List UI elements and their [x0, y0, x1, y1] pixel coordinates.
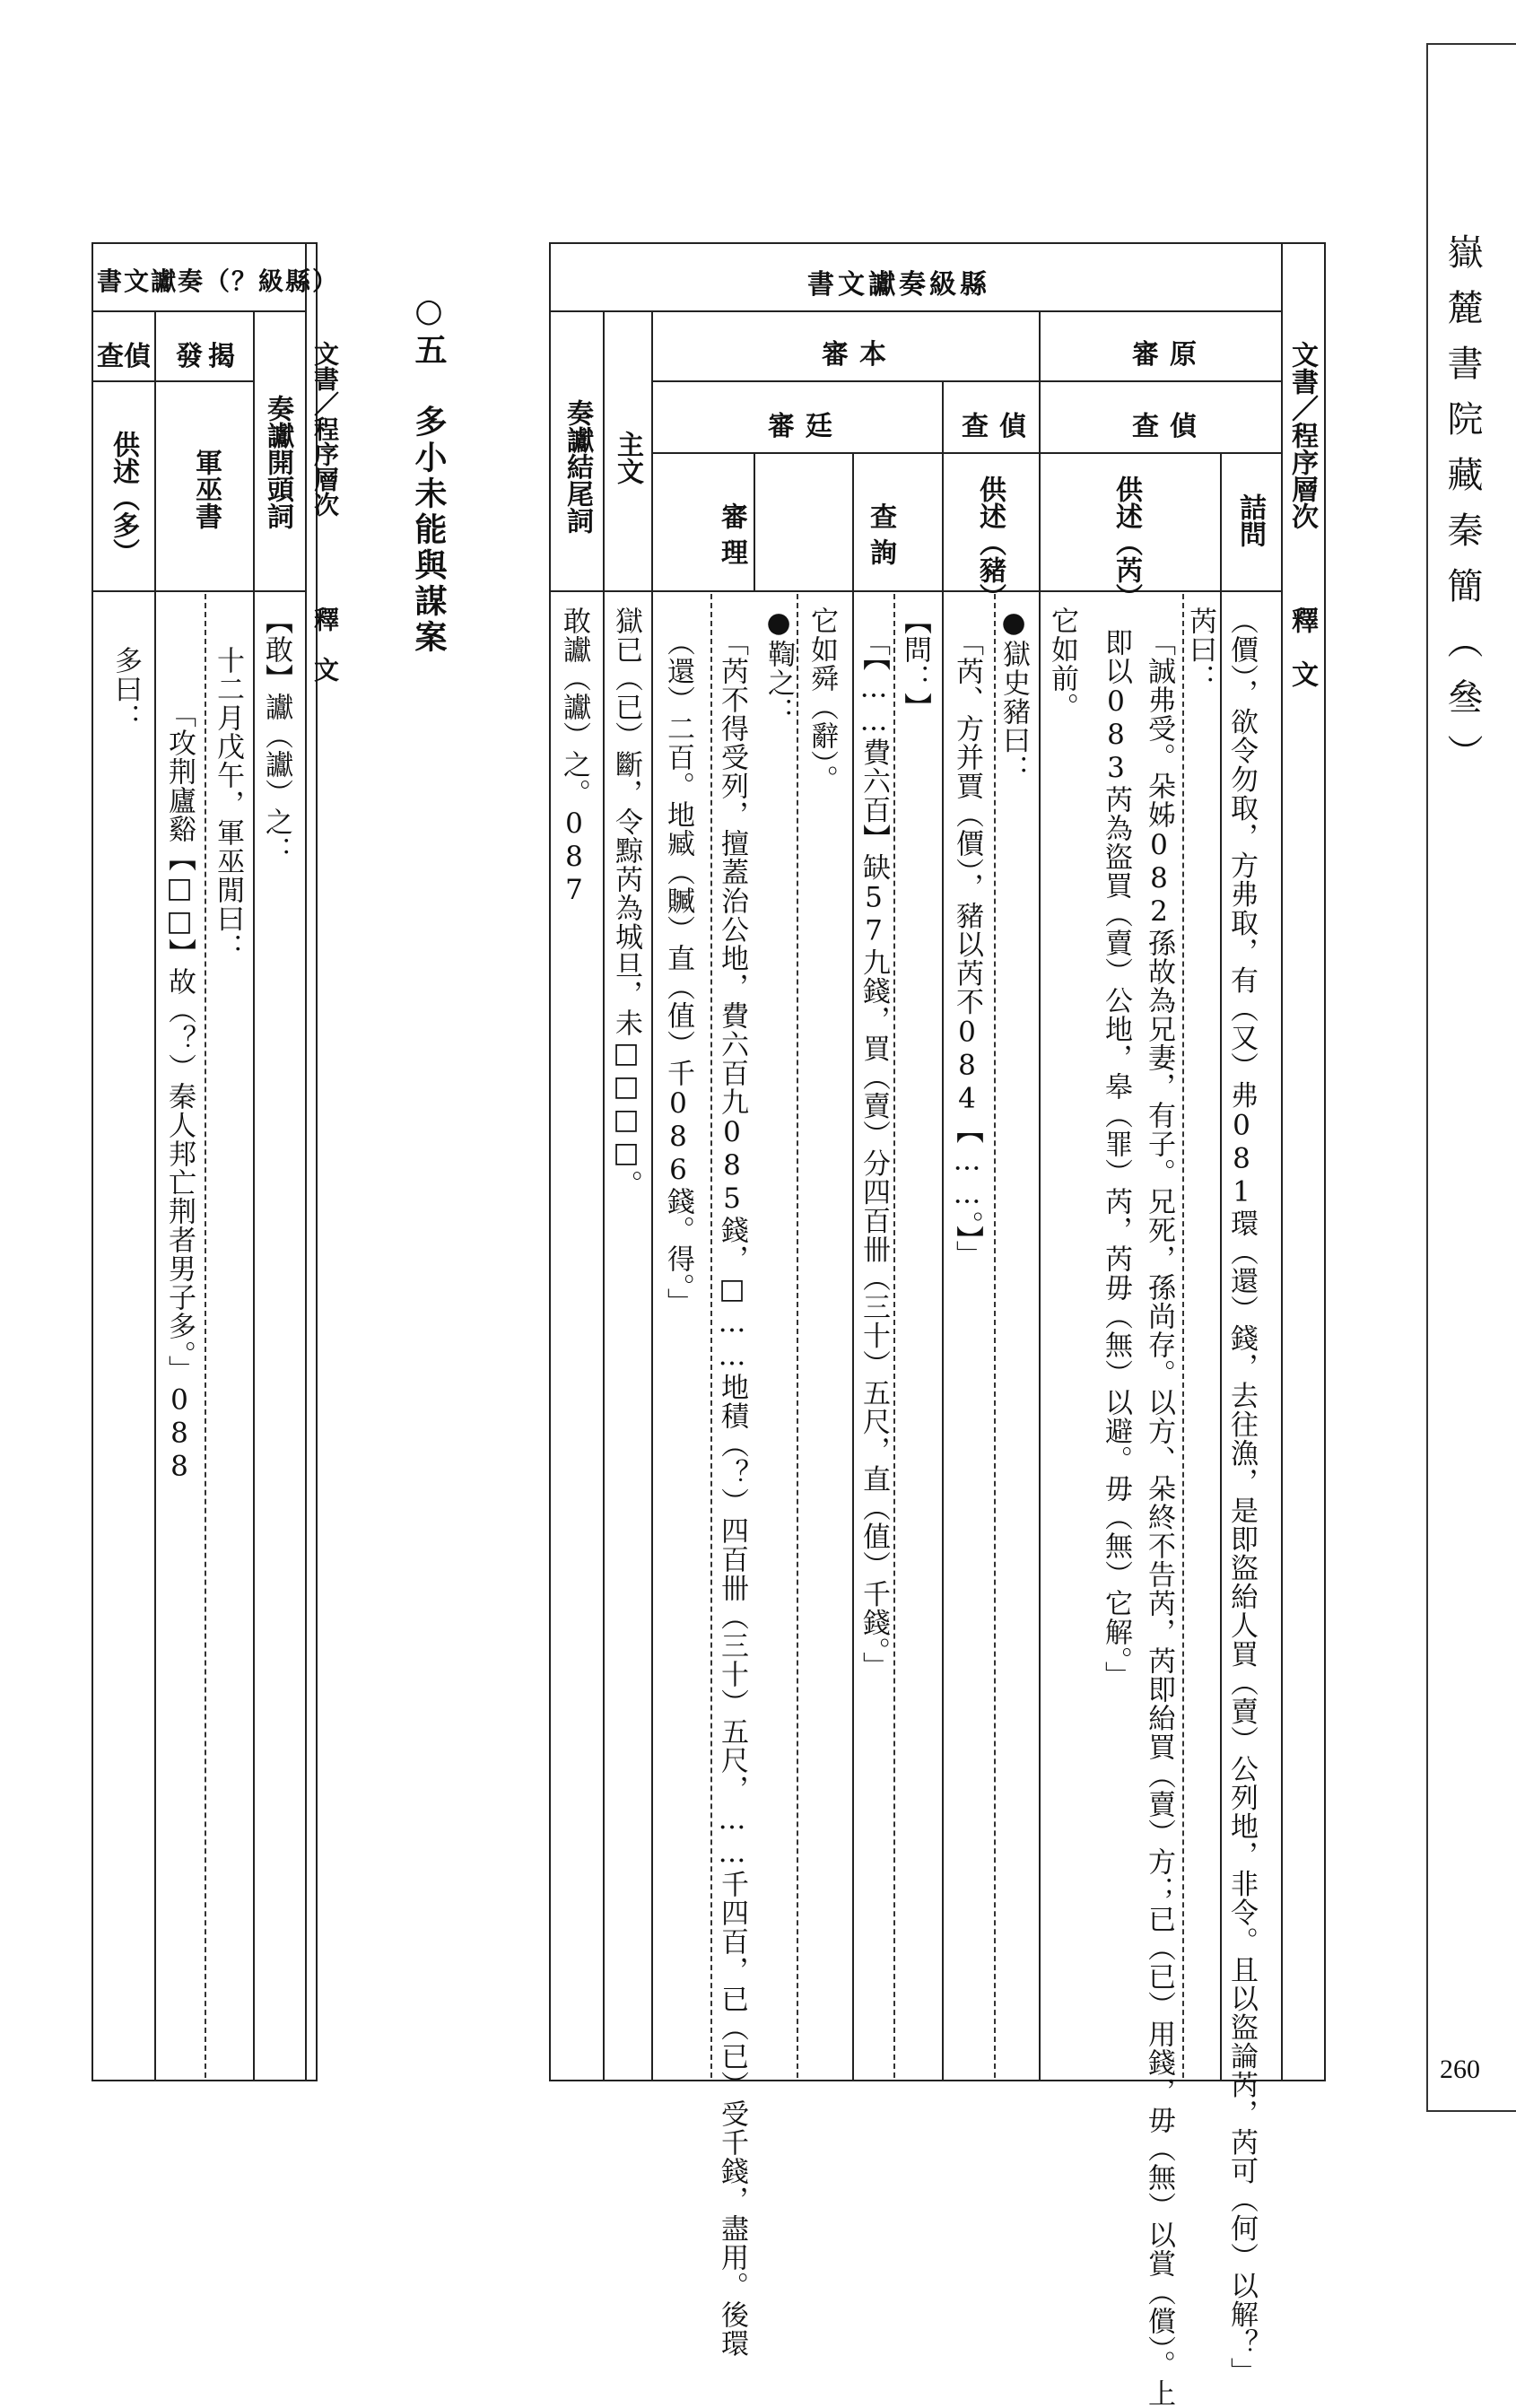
text-line-9: 「【……費六百】缺57九錢，買（賣）分四百卌（三十）五尺，直（值）千錢。」: [858, 628, 890, 1680]
left-faji: 發揭: [176, 341, 240, 372]
row-zhuwen: 主文: [612, 431, 643, 484]
left-text-line-2: 十二月戊午，軍巫閒曰：: [212, 646, 244, 962]
text-line-1: （價），欲令勿取，方弗取，有（又）弗081環（還）錢，去往漁，是即盜紿人買（賣）公列地，非令。且以盜論芮，芮可（何）以解？」: [1225, 606, 1258, 2386]
group-shenben: 審本: [822, 339, 897, 371]
left-col-header-text: 釋 文: [310, 606, 340, 682]
left-table-title: 書文讞奏（？級縣）: [97, 266, 340, 296]
zhazhen-1: 查偵: [1132, 411, 1207, 442]
group-shenyuan: 審原: [1132, 339, 1207, 371]
text-line-4: 即以083芮為盜買（賣）公地，皋（罪）芮，芮毋（無）以避。毋（無）它解。」: [1100, 628, 1132, 1690]
page-number: 260: [1440, 2055, 1480, 2084]
text-line-7: 「芮、方并賈（價），豬以芮不084【……。】」: [951, 628, 983, 1269]
right-col-header-text: 釋 文: [1286, 606, 1318, 687]
zhazhen-2: 查偵: [962, 411, 1037, 442]
shenting: 審廷: [768, 411, 843, 442]
text-line-10: 它如舜（辭）。: [806, 606, 838, 794]
row-jiewen: 詰問: [1234, 493, 1266, 547]
text-line-15: 敢讞（讞）之。087: [558, 606, 590, 907]
page-border-top: [1426, 43, 1516, 45]
running-header: 嶽麓書院藏秦簡（叄）: [1442, 233, 1483, 790]
section-title: ○五 多小未能與謀案: [410, 292, 448, 656]
text-line-11: ●鞫之：: [762, 606, 795, 726]
page-border-left: [1426, 43, 1428, 2111]
row-zouyan-end: 奏讞結尾詞: [562, 399, 593, 534]
text-line-13: （還）二百。地臧（贓）直（值）千086錢。得。」: [662, 628, 694, 1317]
row-shenli: 審理: [716, 502, 747, 574]
text-line-12: 「芮不得受列，擅蓋治公地，費六百九085錢，□……地積（？）四百卌（三十）五尺，……千四百，已（已）受千錢，盡用。後環: [716, 628, 748, 2358]
left-text-line-4: 多曰：: [109, 646, 142, 732]
row-gongshu-rui: 供述（芮）: [1111, 475, 1142, 610]
text-line-3: 「誠弗受。朵姊082孫故為兄妻，有子。兄死，孫尚存。以方、朵終不告芮，芮即紿買（賣）方；已（已）用錢，毋（無）以賞（償）。上: [1143, 628, 1175, 2408]
left-zhazhen: 查偵: [97, 341, 151, 372]
text-line-14: 獄已（已）斷，令黥芮為城旦，未□□□□。: [610, 606, 642, 1199]
left-col-header-left: 文書／程序層次: [310, 341, 340, 517]
text-line-5: 它如前。: [1046, 606, 1078, 721]
left-row-junwushu: 軍巫書: [190, 449, 222, 529]
row-chaxun: 查詢: [865, 502, 896, 574]
row-gongshu-zhu: 供述（豬）: [974, 475, 1006, 610]
text-line-2: 芮曰：: [1184, 606, 1216, 693]
page-border-bottom: [1426, 2110, 1516, 2112]
text-line-6: ●獄史豬曰：: [998, 606, 1030, 783]
right-col-header-left: 文書／程序層次: [1286, 341, 1318, 529]
left-text-line-3: 「攻荆廬谿【□□】故（？）秦人邦亡荆者男子多。」088: [163, 700, 196, 1484]
left-row-kaitou: 奏讞開頭詞: [262, 395, 293, 529]
left-row-gongshu-duo: 供述（多）: [108, 431, 139, 565]
right-table-title: 書文讞奏級縣: [807, 269, 990, 301]
text-line-8: 【問：】: [899, 606, 931, 721]
left-text-line-1: 【敢】讞（讞）之：: [260, 606, 292, 865]
